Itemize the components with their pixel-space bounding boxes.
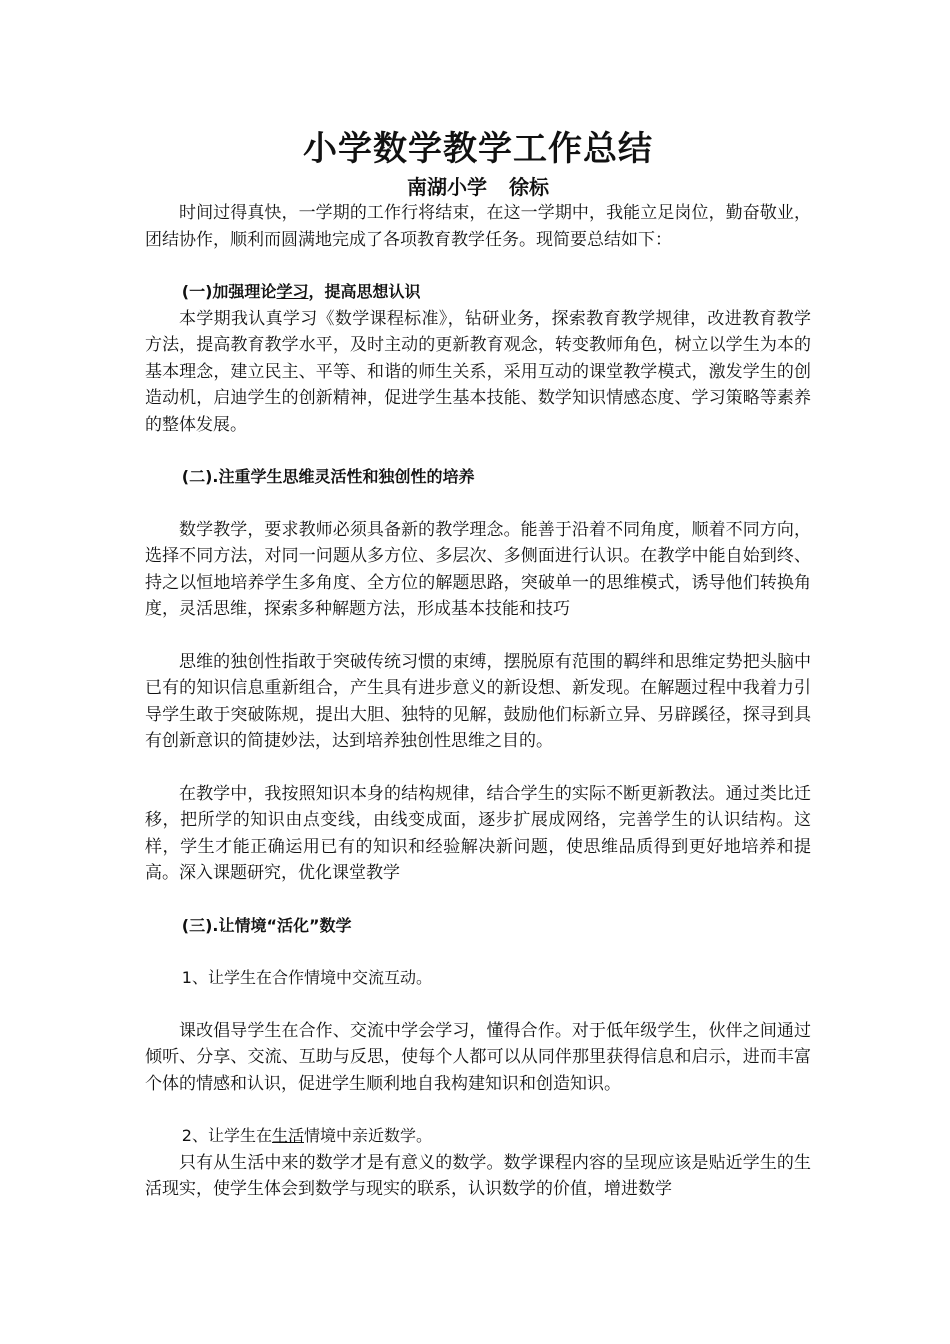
section-1-heading bbox=[145, 279, 811, 306]
author-line bbox=[145, 174, 811, 200]
spacer bbox=[145, 438, 811, 464]
document-title: 小学数学教学工作总结 bbox=[303, 129, 653, 169]
section-2-heading: (二).注重学生思维灵活性和独创性的培养 bbox=[181, 467, 475, 486]
author-name: 徐标 bbox=[509, 175, 549, 199]
spacer bbox=[145, 939, 811, 965]
document-page bbox=[145, 124, 811, 1203]
section-3-heading: (三).让情境“活化”数学 bbox=[181, 915, 352, 935]
section-3-item-2-underlined: 生活 bbox=[271, 1126, 304, 1145]
section-1-heading-underlined: 学习 bbox=[276, 282, 309, 301]
spacer bbox=[145, 887, 811, 913]
author-school: 南湖小学 bbox=[407, 175, 487, 199]
spacer bbox=[145, 992, 811, 1018]
section-3-item-1: 1、让学生在合作情境中交流互动。 bbox=[181, 968, 432, 987]
spacer bbox=[145, 1097, 811, 1123]
section-2-paragraph-1: 数学教学，要求教师必须具备新的教学理念。能善于沿着不同角度，顺着不同方向，选择不同方法，对同一问题从多方位、多层次、多侧面进行认识。在教学中能自始到终、持之以恒地培养学生多角度、全方位的解题思路，突破单一的思维模式，诱导他们转换角度，灵活思维，探索多种解题方法，形成基本技能和技巧 bbox=[145, 519, 811, 619]
intro-paragraph: 时间过得真快，一学期的工作行将结束，在这一学期中，我能立足岗位，勤奋敬业，团结协作，顺利而圆满地完成了各项教育教学任务。现简要总结如下： bbox=[145, 203, 811, 250]
section-2-paragraph-2: 思维的独创性指敢于突破传统习惯的束缚，摆脱原有范围的羁绊和思维定势把头脑中已有的知识信息重新组合，产生具有进步意义的新设想、新发现。在解题过程中我着力引导学生敢于突破陈规，提出大胆、独特的见解，鼓励他们标新立异、另辟蹊径，探寻到具有创新意识的简捷妙法，达到培养独创性思维之目的。 bbox=[145, 651, 811, 751]
section-1-heading-prefix: (一)加强理论 bbox=[181, 282, 277, 301]
spacer bbox=[145, 623, 811, 649]
section-2-paragraph-3: 在教学中，我按照知识本身的结构规律，结合学生的实际不断更新教法。通过类比迁移，把所学的知识由点变线，由线变成面，逐步扩展成网络，完善学生的认识结构。这样，学生才能正确运用已有的知识和经验解决新问题，使思维品质得到更好地培养和提高。深入课题研究，优化课堂教学 bbox=[145, 783, 811, 883]
section-3-paragraph-1: 课改倡导学生在合作、交流中学会学习，懂得合作。对于低年级学生，伙伴之间通过倾听、分享、交流、互助与反思，使每个人都可以从同伴那里获得信息和启示，进而丰富个体的情感和认识，促进学生顺利地自我构建知识和创造知识。 bbox=[145, 1020, 811, 1094]
spacer bbox=[145, 755, 811, 781]
section-1-heading-suffix: ，提高思想认识 bbox=[308, 282, 421, 301]
spacer bbox=[145, 253, 811, 279]
section-1-paragraph: 本学期我认真学习《数学课程标准》，钻研业务，探索教育教学规律，改进教育教学方法，提高教育教学水平，及时主动的更新教育观念，转变教师角色，树立以学生为本的基本理念，建立民主、平等、和谐的师生关系，采用互动的课堂教学模式，激发学生的创造动机，启迪学生的创新精神，促进学生基本技能、数学知识情感态度、学习策略等素养的整体发展。 bbox=[145, 308, 811, 435]
spacer bbox=[145, 491, 811, 517]
section-3-item-2 bbox=[145, 1123, 811, 1150]
section-3-paragraph-2: 只有从生活中来的数学才是有意义的数学。数学课程内容的呈现应该是贴近学生的生活现实，使学生体会到数学与现实的联系，认识数学的价值，增进数学 bbox=[145, 1152, 811, 1199]
section-3-item-2-prefix: 2、让学生在 bbox=[181, 1126, 272, 1145]
section-3-item-2-suffix: 情境中亲近数学。 bbox=[304, 1126, 433, 1145]
